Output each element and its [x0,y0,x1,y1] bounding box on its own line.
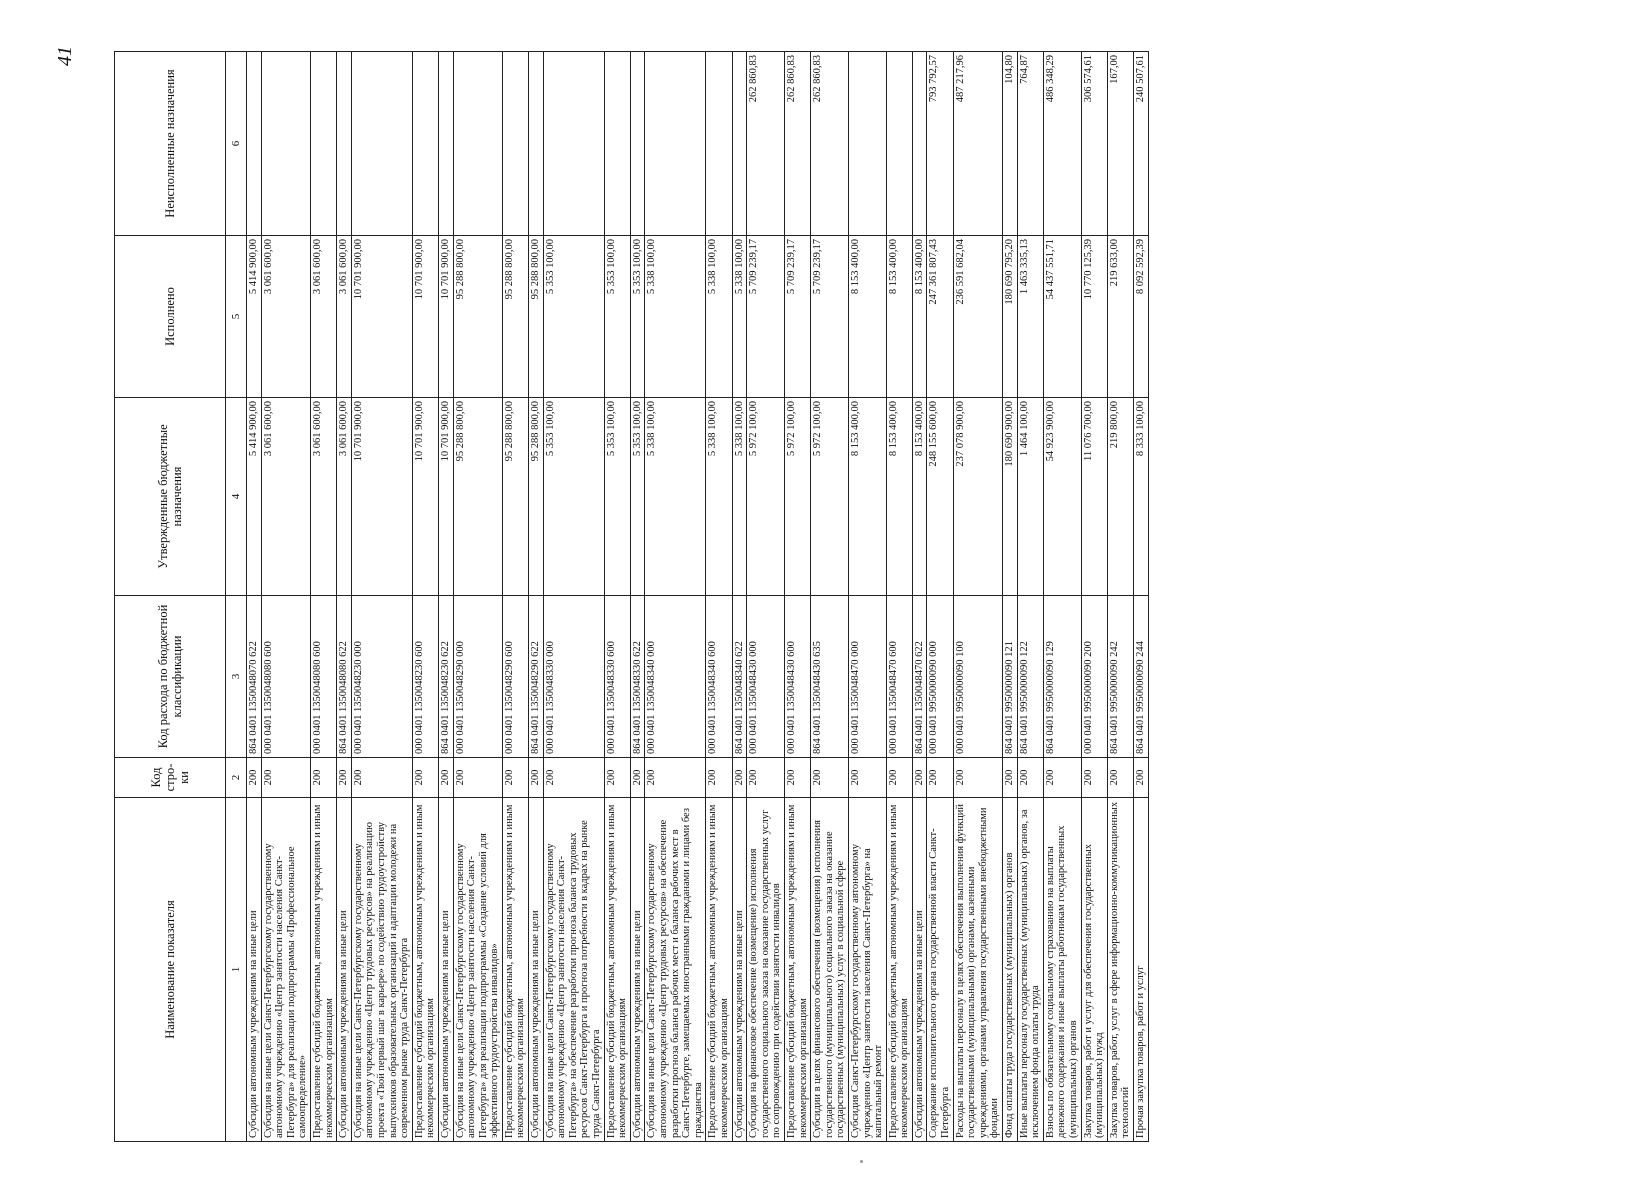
table-row [1081,52,1107,1142]
table-row [886,52,912,1142]
cell-executed: 95 288 800,00 [453,236,502,398]
cell-approved: 180 690 900,00 [1003,398,1018,596]
header-unexecuted: Неисполненные назначения [115,52,226,236]
cell-executed: 5 709 239,17 [811,236,849,398]
cell-unexecuted [630,52,645,236]
cell-line-code: 200 [927,758,953,798]
table-row [453,52,502,1142]
cell-approved: 5 338 100,00 [645,398,706,596]
cell-classification-code: 864 0401 9950000090 242 [1107,596,1133,758]
cell-unexecuted [529,52,544,236]
cell-executed: 247 361 807,43 [927,236,953,398]
header-line-code: Код стро-ки [115,758,226,798]
column-number-row [226,52,247,1142]
cell-executed: 5 709 239,17 [784,236,810,398]
cell-approved: 5 353 100,00 [630,398,645,596]
cell-executed: 1 463 335,13 [1017,236,1043,398]
cell-classification-code: 000 0401 9950000090 000 [927,596,953,758]
cell-approved: 95 288 800,00 [502,398,528,596]
cell-line-code: 200 [543,758,604,798]
table-row [247,52,262,1142]
cell-indicator-name: Закупка товаров, работ, услуг в сфере информационно-коммуникационных технологий [1107,798,1133,1142]
cell-executed: 5 353 100,00 [604,236,630,398]
table-row [310,52,336,1142]
cell-unexecuted [351,52,412,236]
header-executed: Исполнено [115,236,226,398]
cell-approved: 10 701 900,00 [412,398,438,596]
cell-indicator-name: Предоставление субсидий бюджетным, автономным учреждениям и иным некоммерческим организациям [502,798,528,1142]
table-row [645,52,706,1142]
cell-approved: 3 061 600,00 [337,398,352,596]
cell-indicator-name: Субсидия Санкт-Петербургскому государственному автономному учреждению «Центр занятости населения Санкт-Петербурга» на капитальный ремонт [848,798,886,1142]
cell-approved: 5 972 100,00 [747,398,785,596]
cell-indicator-name: Субсидия на иные цели Санкт-Петербургскому государственному автономному учреждению «Центр занятости населения Санкт-Петербурга» для реализации подпрограммы «Профессиональное самоопределение» [261,798,310,1142]
cell-line-code: 200 [261,758,310,798]
cell-unexecuted [848,52,886,236]
cell-executed: 5 353 100,00 [543,236,604,398]
cell-line-code: 200 [1133,758,1148,798]
cell-approved: 8 153 400,00 [886,398,912,596]
cell-executed: 5 338 100,00 [645,236,706,398]
cell-unexecuted [502,52,528,236]
cell-unexecuted [412,52,438,236]
cell-line-code: 200 [1081,758,1107,798]
cell-approved: 5 353 100,00 [543,398,604,596]
table-row [953,52,1002,1142]
cell-indicator-name: Предоставление субсидий бюджетным, автономным учреждениям и иным некоммерческим организациям [310,798,336,1142]
cell-indicator-name: Субсидии автономным учреждениям на иные цели [438,798,453,1142]
page-number: 41 [54,46,76,66]
cell-executed: 3 061 600,00 [337,236,352,398]
cell-line-code: 200 [438,758,453,798]
cell-unexecuted [912,52,927,236]
header-classification-code: Код расхода по бюджетной классификации [115,596,226,758]
cell-executed: 5 338 100,00 [732,236,747,398]
cell-approved: 10 701 900,00 [351,398,412,596]
cell-approved: 5 353 100,00 [604,398,630,596]
table-row [1003,52,1018,1142]
cell-approved: 11 076 700,00 [1081,398,1107,596]
cell-unexecuted: 486 348,29 [1043,52,1081,236]
cell-unexecuted [645,52,706,236]
cell-classification-code: 000 0401 1350048340 000 [645,596,706,758]
cell-executed: 5 709 239,17 [747,236,785,398]
cell-classification-code: 000 0401 1350048340 600 [706,596,732,758]
table-row [927,52,953,1142]
table-row [848,52,886,1142]
table-row [732,52,747,1142]
cell-unexecuted [543,52,604,236]
table-row [543,52,604,1142]
cell-approved: 5 972 100,00 [784,398,810,596]
cell-indicator-name: Прочая закупка товаров, работ и услуг [1133,798,1148,1142]
cell-approved: 237 078 900,00 [953,398,1002,596]
cell-classification-code: 864 0401 1350048330 622 [630,596,645,758]
cell-line-code: 200 [529,758,544,798]
cell-indicator-name: Субсидия на иные цели Санкт-Петербургскому государственному автономному учреждению «Центр занятости населения Санкт-Петербурга» для реализации подпрограммы «Создание условий для эффективного трудоустройства инвалидов» [453,798,502,1142]
cell-indicator-name: Расходы на выплаты персоналу в целях обеспечения выполнения функций государственными (муниципальными) органами, казенными учреждениями, органами управления государственными внебюджетными фондами [953,798,1002,1142]
table-row [1017,52,1043,1142]
table-row [912,52,927,1142]
cell-approved: 8 153 400,00 [912,398,927,596]
cell-classification-code: 864 0401 9950000090 244 [1133,596,1148,758]
cell-line-code: 200 [604,758,630,798]
cell-unexecuted [438,52,453,236]
cell-indicator-name: Субсидии автономным учреждениям на иные цели [529,798,544,1142]
cell-executed: 3 061 600,00 [310,236,336,398]
cell-executed: 3 061 600,00 [261,236,310,398]
cell-indicator-name: Субсидия на финансовое обеспечение (возмещение) исполнения государственного социального заказа на оказание государственных услуг по сопровождению при содействии занятости инвалидов [747,798,785,1142]
cell-indicator-name: Субсидия на иные цели Санкт-Петербургскому государственному автономному учреждению «Центр занятости населения Санкт-Петербурга» на обеспечение разработки прогноза баланса трудовых ресурсов Санкт-Петербурга и прогноза потребности в кадрах на рынке труда Санкт-Петербурга [543,798,604,1142]
cell-approved: 95 288 800,00 [529,398,544,596]
cell-indicator-name: Фонд оплаты труда государственных (муниципальных) органов [1003,798,1018,1142]
cell-unexecuted: 104,80 [1003,52,1018,236]
cell-executed: 8 153 400,00 [886,236,912,398]
cell-approved: 95 288 800,00 [453,398,502,596]
cell-classification-code: 000 0401 9950000090 100 [953,596,1002,758]
cell-line-code: 200 [337,758,352,798]
column-number: 3 [226,596,247,758]
cell-line-code: 200 [747,758,785,798]
cell-unexecuted: 240 507,61 [1133,52,1148,236]
cell-executed: 5 353 100,00 [630,236,645,398]
table-row [706,52,732,1142]
cell-unexecuted: 167,00 [1107,52,1133,236]
cell-classification-code: 000 0401 9950000090 200 [1081,596,1107,758]
cell-unexecuted: 262 860,83 [747,52,785,236]
cell-approved: 10 701 900,00 [438,398,453,596]
cell-classification-code: 000 0401 1350048290 600 [502,596,528,758]
column-number: 5 [226,236,247,398]
table-header-row [115,52,226,1142]
cell-classification-code: 000 0401 1350048080 600 [310,596,336,758]
cell-unexecuted [706,52,732,236]
cell-executed: 10 770 125,39 [1081,236,1107,398]
cell-executed: 8 092 592,39 [1133,236,1148,398]
cell-executed: 5 414 900,00 [247,236,262,398]
cell-indicator-name: Субсидии автономным учреждениям на иные цели [630,798,645,1142]
table-row [438,52,453,1142]
cell-indicator-name: Предоставление субсидий бюджетным, автономным учреждениям и иным некоммерческим организациям [784,798,810,1142]
table-row [412,52,438,1142]
cell-unexecuted [310,52,336,236]
cell-executed: 10 701 900,00 [438,236,453,398]
column-number: 4 [226,398,247,596]
cell-line-code: 200 [912,758,927,798]
scan-speck [860,1160,863,1163]
cell-line-code: 200 [732,758,747,798]
cell-unexecuted: 793 792,57 [927,52,953,236]
table-row [604,52,630,1142]
cell-approved: 1 464 100,00 [1017,398,1043,596]
cell-approved: 8 333 100,00 [1133,398,1148,596]
cell-approved: 5 972 100,00 [811,398,849,596]
cell-indicator-name: Взносы по обязательному социальному страхованию на выплаты денежного содержания и иные выплаты работникам государственных (муниципальных) органов [1043,798,1081,1142]
cell-unexecuted [261,52,310,236]
cell-indicator-name: Закупка товаров, работ и услуг для обеспечения государственных (муниципальных) нужд [1081,798,1107,1142]
header-approved: Утвержденные бюджетные назначения [115,398,226,596]
cell-line-code: 200 [1043,758,1081,798]
cell-unexecuted [247,52,262,236]
cell-line-code: 200 [1003,758,1018,798]
cell-classification-code: 000 0401 1350048230 000 [351,596,412,758]
cell-classification-code: 000 0401 1350048330 000 [543,596,604,758]
cell-indicator-name: Предоставление субсидий бюджетным, автономным учреждениям и иным некоммерческим организациям [604,798,630,1142]
cell-indicator-name: Содержание исполнительного органа государственной власти Санкт-Петербурга [927,798,953,1142]
header-indicator-name: Наименование показателя [115,798,226,1142]
cell-classification-code: 864 0401 1350048080 622 [337,596,352,758]
table-row [1107,52,1133,1142]
cell-classification-code: 000 0401 1350048430 000 [747,596,785,758]
table-row [1043,52,1081,1142]
cell-indicator-name: Предоставление субсидий бюджетным, автономным учреждениям и иным некоммерческим организациям [886,798,912,1142]
cell-approved: 5 414 900,00 [247,398,262,596]
cell-classification-code: 864 0401 1350048070 622 [247,596,262,758]
cell-executed: 236 591 682,04 [953,236,1002,398]
cell-classification-code: 864 0401 9950000090 121 [1003,596,1018,758]
cell-classification-code: 864 0401 1350048290 622 [529,596,544,758]
rotated-report-page [54,46,1504,1142]
cell-approved: 54 923 900,00 [1043,398,1081,596]
cell-classification-code: 000 0401 1350048430 600 [784,596,810,758]
cell-line-code: 200 [630,758,645,798]
cell-approved: 5 338 100,00 [706,398,732,596]
cell-line-code: 200 [351,758,412,798]
cell-unexecuted [337,52,352,236]
cell-line-code: 200 [811,758,849,798]
cell-line-code: 200 [784,758,810,798]
cell-unexecuted: 262 860,83 [784,52,810,236]
cell-indicator-name: Иные выплаты персоналу государственных (муниципальных) органов, за исключением фонда оплаты труда [1017,798,1043,1142]
cell-indicator-name: Субсидии автономным учреждениям на иные цели [247,798,262,1142]
cell-classification-code: 864 0401 9950000090 129 [1043,596,1081,758]
cell-approved: 219 800,00 [1107,398,1133,596]
cell-line-code: 200 [645,758,706,798]
budget-execution-table [114,51,1149,1142]
cell-classification-code: 000 0401 1350048290 000 [453,596,502,758]
cell-unexecuted: 306 574,61 [1081,52,1107,236]
cell-indicator-name: Субсидии в целях финансового обеспечения (возмещения) исполнения государственного (муниципального) социального заказа на оказание государственных (муниципальных) услуг в социальной сфере [811,798,849,1142]
column-number: 1 [226,798,247,1142]
cell-approved: 3 061 600,00 [310,398,336,596]
cell-classification-code: 000 0401 1350048230 600 [412,596,438,758]
table-row [529,52,544,1142]
cell-approved: 8 153 400,00 [848,398,886,596]
cell-indicator-name: Субсидия на иные цели Санкт-Петербургскому государственному автономному учреждению «Центр трудовых ресурсов» на обеспечение разработки прогноза баланса рабочих мест и баланса рабочих мест в Санкт-Петербурге, замещаемых иностранными гражданами и лицами без гражданства [645,798,706,1142]
cell-classification-code: 864 0401 1350048340 622 [732,596,747,758]
cell-line-code: 200 [706,758,732,798]
cell-indicator-name: Субсидия на иные цели Санкт-Петербургскому государственному автономному учреждению «Центр трудовых ресурсов» на реализацию проекта «Твой первый шаг в карьере» по содействию трудоустройству выпускников образовательных организаций и адаптации молодежи на современном рынке труда Санкт-Петербурга [351,798,412,1142]
cell-classification-code: 864 0401 1350048230 622 [438,596,453,758]
cell-unexecuted [604,52,630,236]
cell-unexecuted: 262 860,83 [811,52,849,236]
cell-classification-code: 000 0401 1350048330 600 [604,596,630,758]
cell-approved: 3 061 600,00 [261,398,310,596]
cell-classification-code: 000 0401 1350048470 000 [848,596,886,758]
cell-indicator-name: Субсидии автономным учреждениям на иные цели [337,798,352,1142]
cell-executed: 219 633,00 [1107,236,1133,398]
cell-line-code: 200 [953,758,1002,798]
cell-unexecuted: 487 217,96 [953,52,1002,236]
cell-indicator-name: Субсидии автономным учреждениям на иные цели [912,798,927,1142]
table-row [1133,52,1148,1142]
cell-approved: 248 155 600,00 [927,398,953,596]
cell-classification-code: 864 0401 1350048430 635 [811,596,849,758]
cell-executed: 180 690 795,20 [1003,236,1018,398]
cell-line-code: 200 [502,758,528,798]
cell-unexecuted [886,52,912,236]
column-number: 2 [226,758,247,798]
cell-line-code: 200 [412,758,438,798]
table-row [261,52,310,1142]
cell-executed: 54 437 551,71 [1043,236,1081,398]
cell-line-code: 200 [247,758,262,798]
cell-line-code: 200 [453,758,502,798]
cell-line-code: 200 [886,758,912,798]
cell-executed: 8 153 400,00 [848,236,886,398]
table-row [337,52,352,1142]
column-number: 6 [226,52,247,236]
cell-line-code: 200 [1107,758,1133,798]
table-row [630,52,645,1142]
cell-line-code: 200 [848,758,886,798]
cell-executed: 95 288 800,00 [502,236,528,398]
cell-executed: 8 153 400,00 [912,236,927,398]
cell-line-code: 200 [1017,758,1043,798]
cell-classification-code: 864 0401 1350048470 622 [912,596,927,758]
cell-unexecuted [453,52,502,236]
cell-approved: 5 338 100,00 [732,398,747,596]
cell-classification-code: 000 0401 1350048470 600 [886,596,912,758]
cell-executed: 5 338 100,00 [706,236,732,398]
cell-indicator-name: Предоставление субсидий бюджетным, автономным учреждениям и иным некоммерческим организациям [412,798,438,1142]
cell-indicator-name: Предоставление субсидий бюджетным, автономным учреждениям и иным некоммерческим организациям [706,798,732,1142]
cell-indicator-name: Субсидии автономным учреждениям на иные цели [732,798,747,1142]
table-row [811,52,849,1142]
table-row [502,52,528,1142]
cell-executed: 10 701 900,00 [351,236,412,398]
cell-executed: 95 288 800,00 [529,236,544,398]
cell-unexecuted [732,52,747,236]
cell-executed: 10 701 900,00 [412,236,438,398]
cell-classification-code: 864 0401 9950000090 122 [1017,596,1043,758]
table-row [747,52,785,1142]
cell-unexecuted: 764,87 [1017,52,1043,236]
cell-line-code: 200 [310,758,336,798]
table-row [784,52,810,1142]
table-row [351,52,412,1142]
cell-classification-code: 000 0401 1350048080 600 [261,596,310,758]
